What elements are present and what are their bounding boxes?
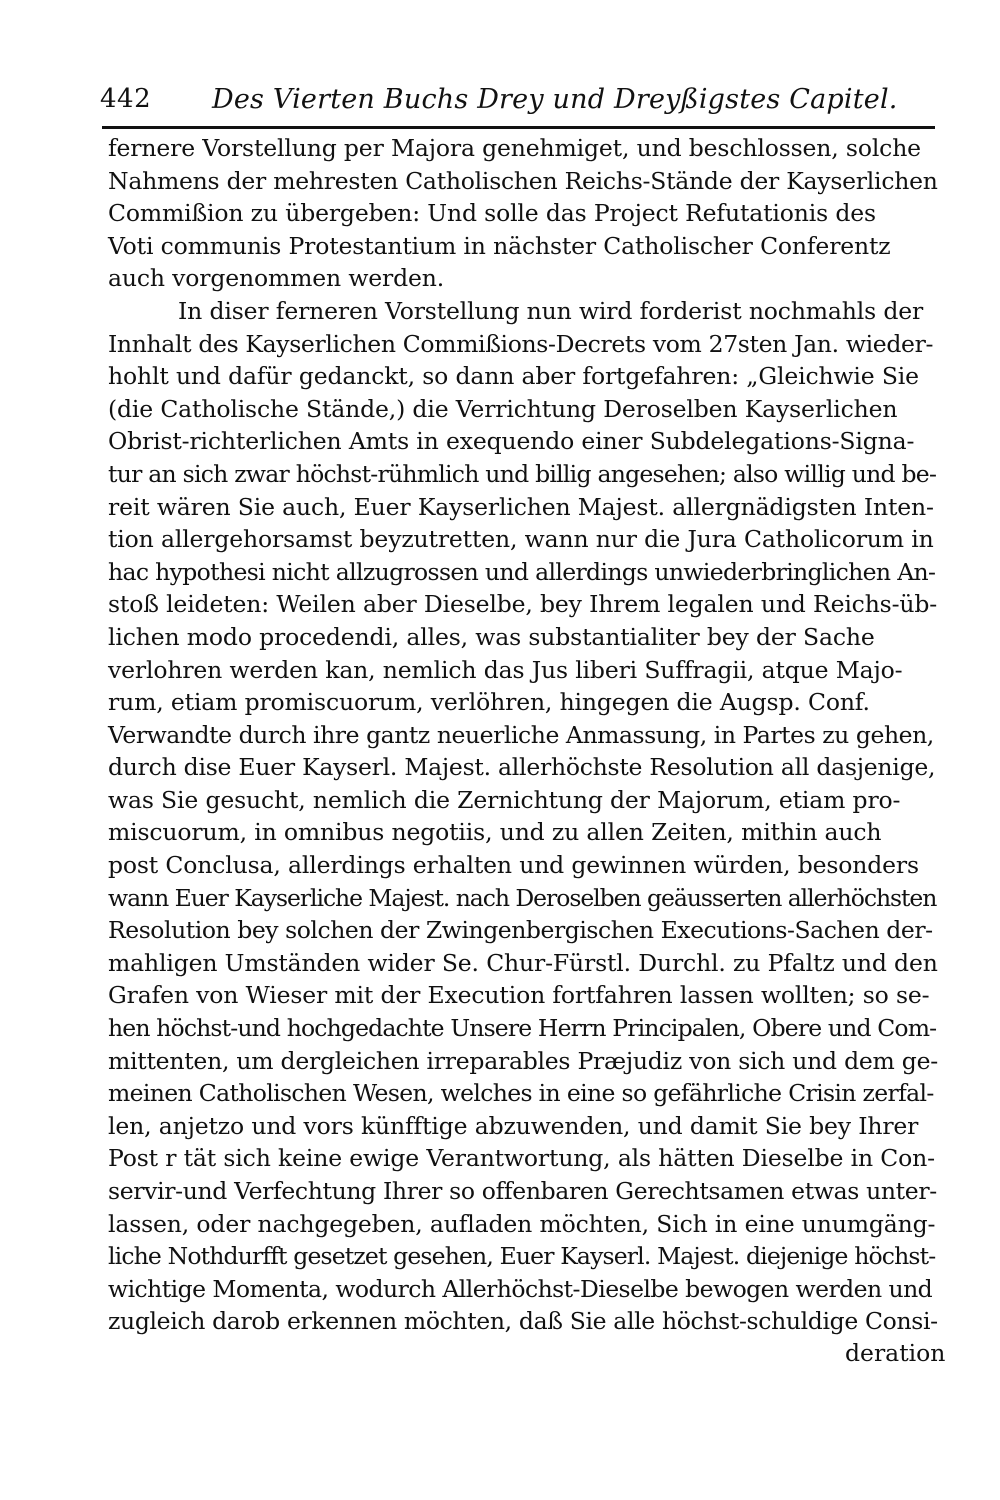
text-line: wann Euer Kayserliche Majest. nach Deroselben geäusserten allerhöchsten	[108, 883, 937, 912]
text-line: post Conclusa, allerdings erhalten und gewinnen würden, besonders	[108, 851, 919, 880]
text-line: verlohren werden kan, nemlich das Jus liberi Suffragii, atque Majo-	[108, 655, 903, 684]
text-line: liche Nothdurfft gesetzet gesehen, Euer Kayserl. Majest. diejenige höchst-	[108, 1242, 936, 1271]
text-line: tur an sich zwar höchst-rühmlich und billig angesehen; also willig und be-	[108, 459, 937, 488]
text-line: (die Catholische Stände,) die Verrichtung Deroselben Kayserlichen	[108, 394, 898, 423]
text-line: Innhalt des Kayserlichen Commißions-Decrets vom 27sten Jan. wieder-	[108, 329, 934, 358]
text-line: auch vorgenommen werden.	[108, 264, 445, 293]
text-line: lassen, oder nachgegeben, aufladen möchten, Sich in eine unumgäng-	[108, 1209, 936, 1238]
text-line: hac hypothesi nicht allzugrossen und allerdings unwiederbringlichen An-	[108, 557, 936, 586]
text-line: len, anjetzo und vors künfftige abzuwenden, und damit Sie bey Ihrer	[108, 1111, 919, 1140]
text-line: Nahmens der mehresten Catholischen Reichs-Stände der Kayserlichen	[108, 166, 938, 195]
text-line: fernere Vorstellung per Majora genehmiget, und beschlossen, solche	[108, 134, 921, 162]
paragraph-first-line: In diser ferneren Vorstellung nun wird forderist nochmahls der	[178, 296, 924, 325]
text-line: Verwandte durch ihre gantz neuerliche Anmassung, in Partes zu gehen,	[108, 720, 934, 749]
page-number: 442	[100, 84, 152, 114]
text-line: mittenten, um dergleichen irreparables Præjudiz von sich und dem ge-	[108, 1046, 938, 1075]
running-head	[100, 80, 935, 120]
text-line: miscuorum, in omnibus negotiis, und zu allen Zeiten, mithin auch	[108, 818, 882, 847]
text-line: lichen modo procedendi, alles, was substantialiter bey der Sache	[108, 622, 875, 651]
text-line: mahligen Umständen wider Se. Chur-Fürstl. Durchl. zu Pfaltz und den	[108, 948, 938, 977]
text-line: Post r tät sich keine ewige Verantwortung, als hätten Dieselbe in Con-	[108, 1144, 935, 1173]
text-line: zugleich darob erkennen möchten, daß Sie alle höchst-schuldige Consi-	[108, 1307, 938, 1336]
text-line: hen höchst-und hochgedachte Unsere Herrn Principalen, Obere und Com-	[108, 1014, 937, 1043]
header-rule	[102, 126, 935, 129]
running-title: Des Vierten Buchs Drey und Dreyßigstes Capitel.	[212, 84, 898, 115]
text-line: stoß leideten: Weilen aber Dieselbe, bey Ihrem legalen und Reichs-üb-	[108, 590, 938, 619]
text-line: Commißion zu übergeben: Und solle das Project Refutationis des	[108, 199, 876, 228]
text-line: Grafen von Wieser mit der Execution fortfahren lassen wollten; so se-	[108, 981, 930, 1010]
body-text	[108, 132, 948, 1338]
text-line: wichtige Momenta, wodurch Allerhöchst-Dieselbe bewogen werden und	[108, 1274, 933, 1303]
text-line: Resolution bey solchen der Zwingenbergischen Executions-Sachen der-	[108, 916, 933, 945]
text-line: rum, etiam promiscuorum, verlöhren, hingegen die Augsp. Conf.	[108, 688, 870, 717]
text-line: Obrist-richterlichen Amts in exequendo einer Subdelegations-Signa-	[108, 427, 915, 456]
text-line: reit wären Sie auch, Euer Kayserlichen Majest. allergnädigsten Inten-	[108, 492, 934, 521]
text-line: hohlt und dafür gedanckt, so dann aber fortgefahren: „Gleichwie Sie	[108, 362, 919, 391]
text-line: meinen Catholischen Wesen, welches in eine so gefährliche Crisin zerfal-	[108, 1079, 934, 1108]
text-line: Voti communis Protestantium in nächster Catholischer Conferentz	[108, 231, 891, 260]
text-line: durch dise Euer Kayserl. Majest. allerhöchste Resolution all dasjenige,	[108, 753, 936, 782]
text-line: was Sie gesucht, nemlich die Zernichtung der Majorum, etiam pro-	[108, 785, 901, 814]
text-line: tion allergehorsamst beyzutretten, wann nur die Jura Catholicorum in	[108, 525, 934, 554]
text-line: servir-und Verfechtung Ihrer so offenbaren Gerechtsamen etwas unter-	[108, 1177, 937, 1205]
catchword: deration	[845, 1339, 946, 1367]
